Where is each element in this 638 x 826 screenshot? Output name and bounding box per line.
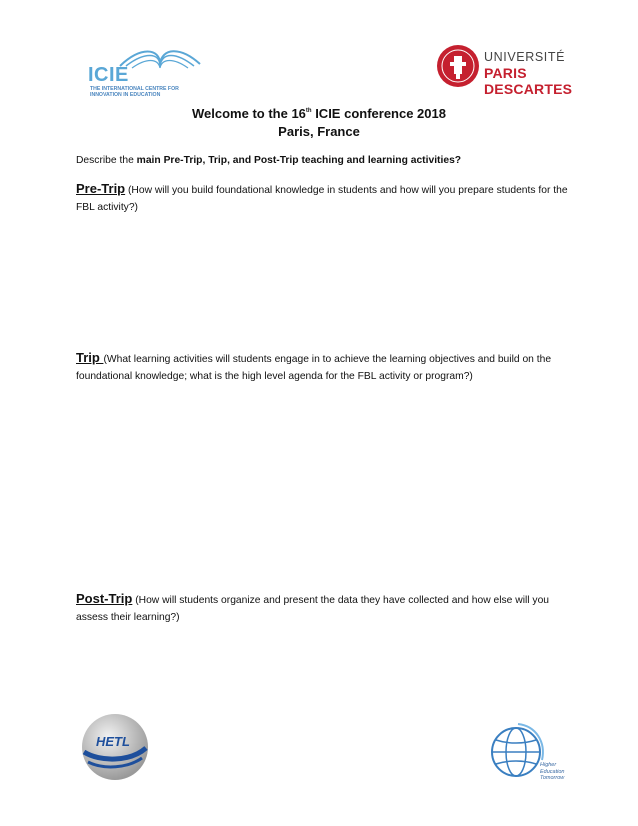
title-pre: Welcome to the 16 bbox=[192, 106, 306, 121]
hetl-globe-icon bbox=[80, 712, 150, 782]
page-title bbox=[0, 106, 638, 121]
icie-tagline-1: THE INTERNATIONAL CENTRE FOR bbox=[90, 86, 179, 92]
trip-heading: Trip bbox=[76, 350, 104, 365]
hetl-logo bbox=[80, 712, 150, 782]
het-logo bbox=[488, 720, 568, 800]
university-seal-icon bbox=[436, 44, 480, 88]
paris-logo-line1: UNIVERSITÉ bbox=[484, 50, 566, 64]
icie-logo bbox=[82, 44, 232, 114]
trip-prompt: (What learning activities will students engage in to achieve the learning objectives and build on the foundational knowledge; what is the high level agenda for the FBL activity or program?) bbox=[76, 354, 552, 382]
pretrip-heading: Pre-Trip bbox=[76, 181, 126, 196]
posttrip-section bbox=[76, 590, 571, 626]
paris-descartes-logo bbox=[432, 36, 582, 108]
page-subtitle: Paris, France bbox=[278, 124, 360, 139]
het-line1: Higher bbox=[540, 762, 557, 768]
icie-tagline-2: INNOVATION IN EDUCATION bbox=[90, 92, 161, 98]
het-line3: Tomorrow bbox=[540, 775, 565, 781]
icie-wordmark: ICIE bbox=[88, 64, 129, 86]
posttrip-prompt: (How will students organize and present the data they have collected and how else will you assess their learning?) bbox=[76, 595, 550, 623]
title-post: ICIE conference 2018 bbox=[311, 106, 446, 121]
instruction-bold: main Pre-Trip, Trip, and Post-Trip teaching and learning activities? bbox=[136, 155, 462, 166]
title-sup: th bbox=[305, 108, 312, 114]
posttrip-heading: Post-Trip bbox=[76, 591, 133, 606]
pretrip-prompt: (How will you build foundational knowledge in students and how will you prepare students for the FBL activity?) bbox=[76, 185, 568, 213]
pretrip-section bbox=[76, 180, 571, 216]
het-text bbox=[540, 762, 564, 782]
instruction-line bbox=[76, 152, 571, 169]
het-globe-icon bbox=[488, 720, 548, 790]
het-line2: Education bbox=[540, 768, 565, 775]
paris-logo-line2: PARIS bbox=[484, 65, 527, 81]
trip-section bbox=[76, 349, 571, 385]
paris-logo-line3: DESCARTES bbox=[484, 81, 573, 97]
icie-tagline bbox=[90, 86, 230, 98]
instruction-prefix: Describe the bbox=[76, 155, 137, 166]
hetl-wordmark: HETL bbox=[96, 734, 130, 749]
